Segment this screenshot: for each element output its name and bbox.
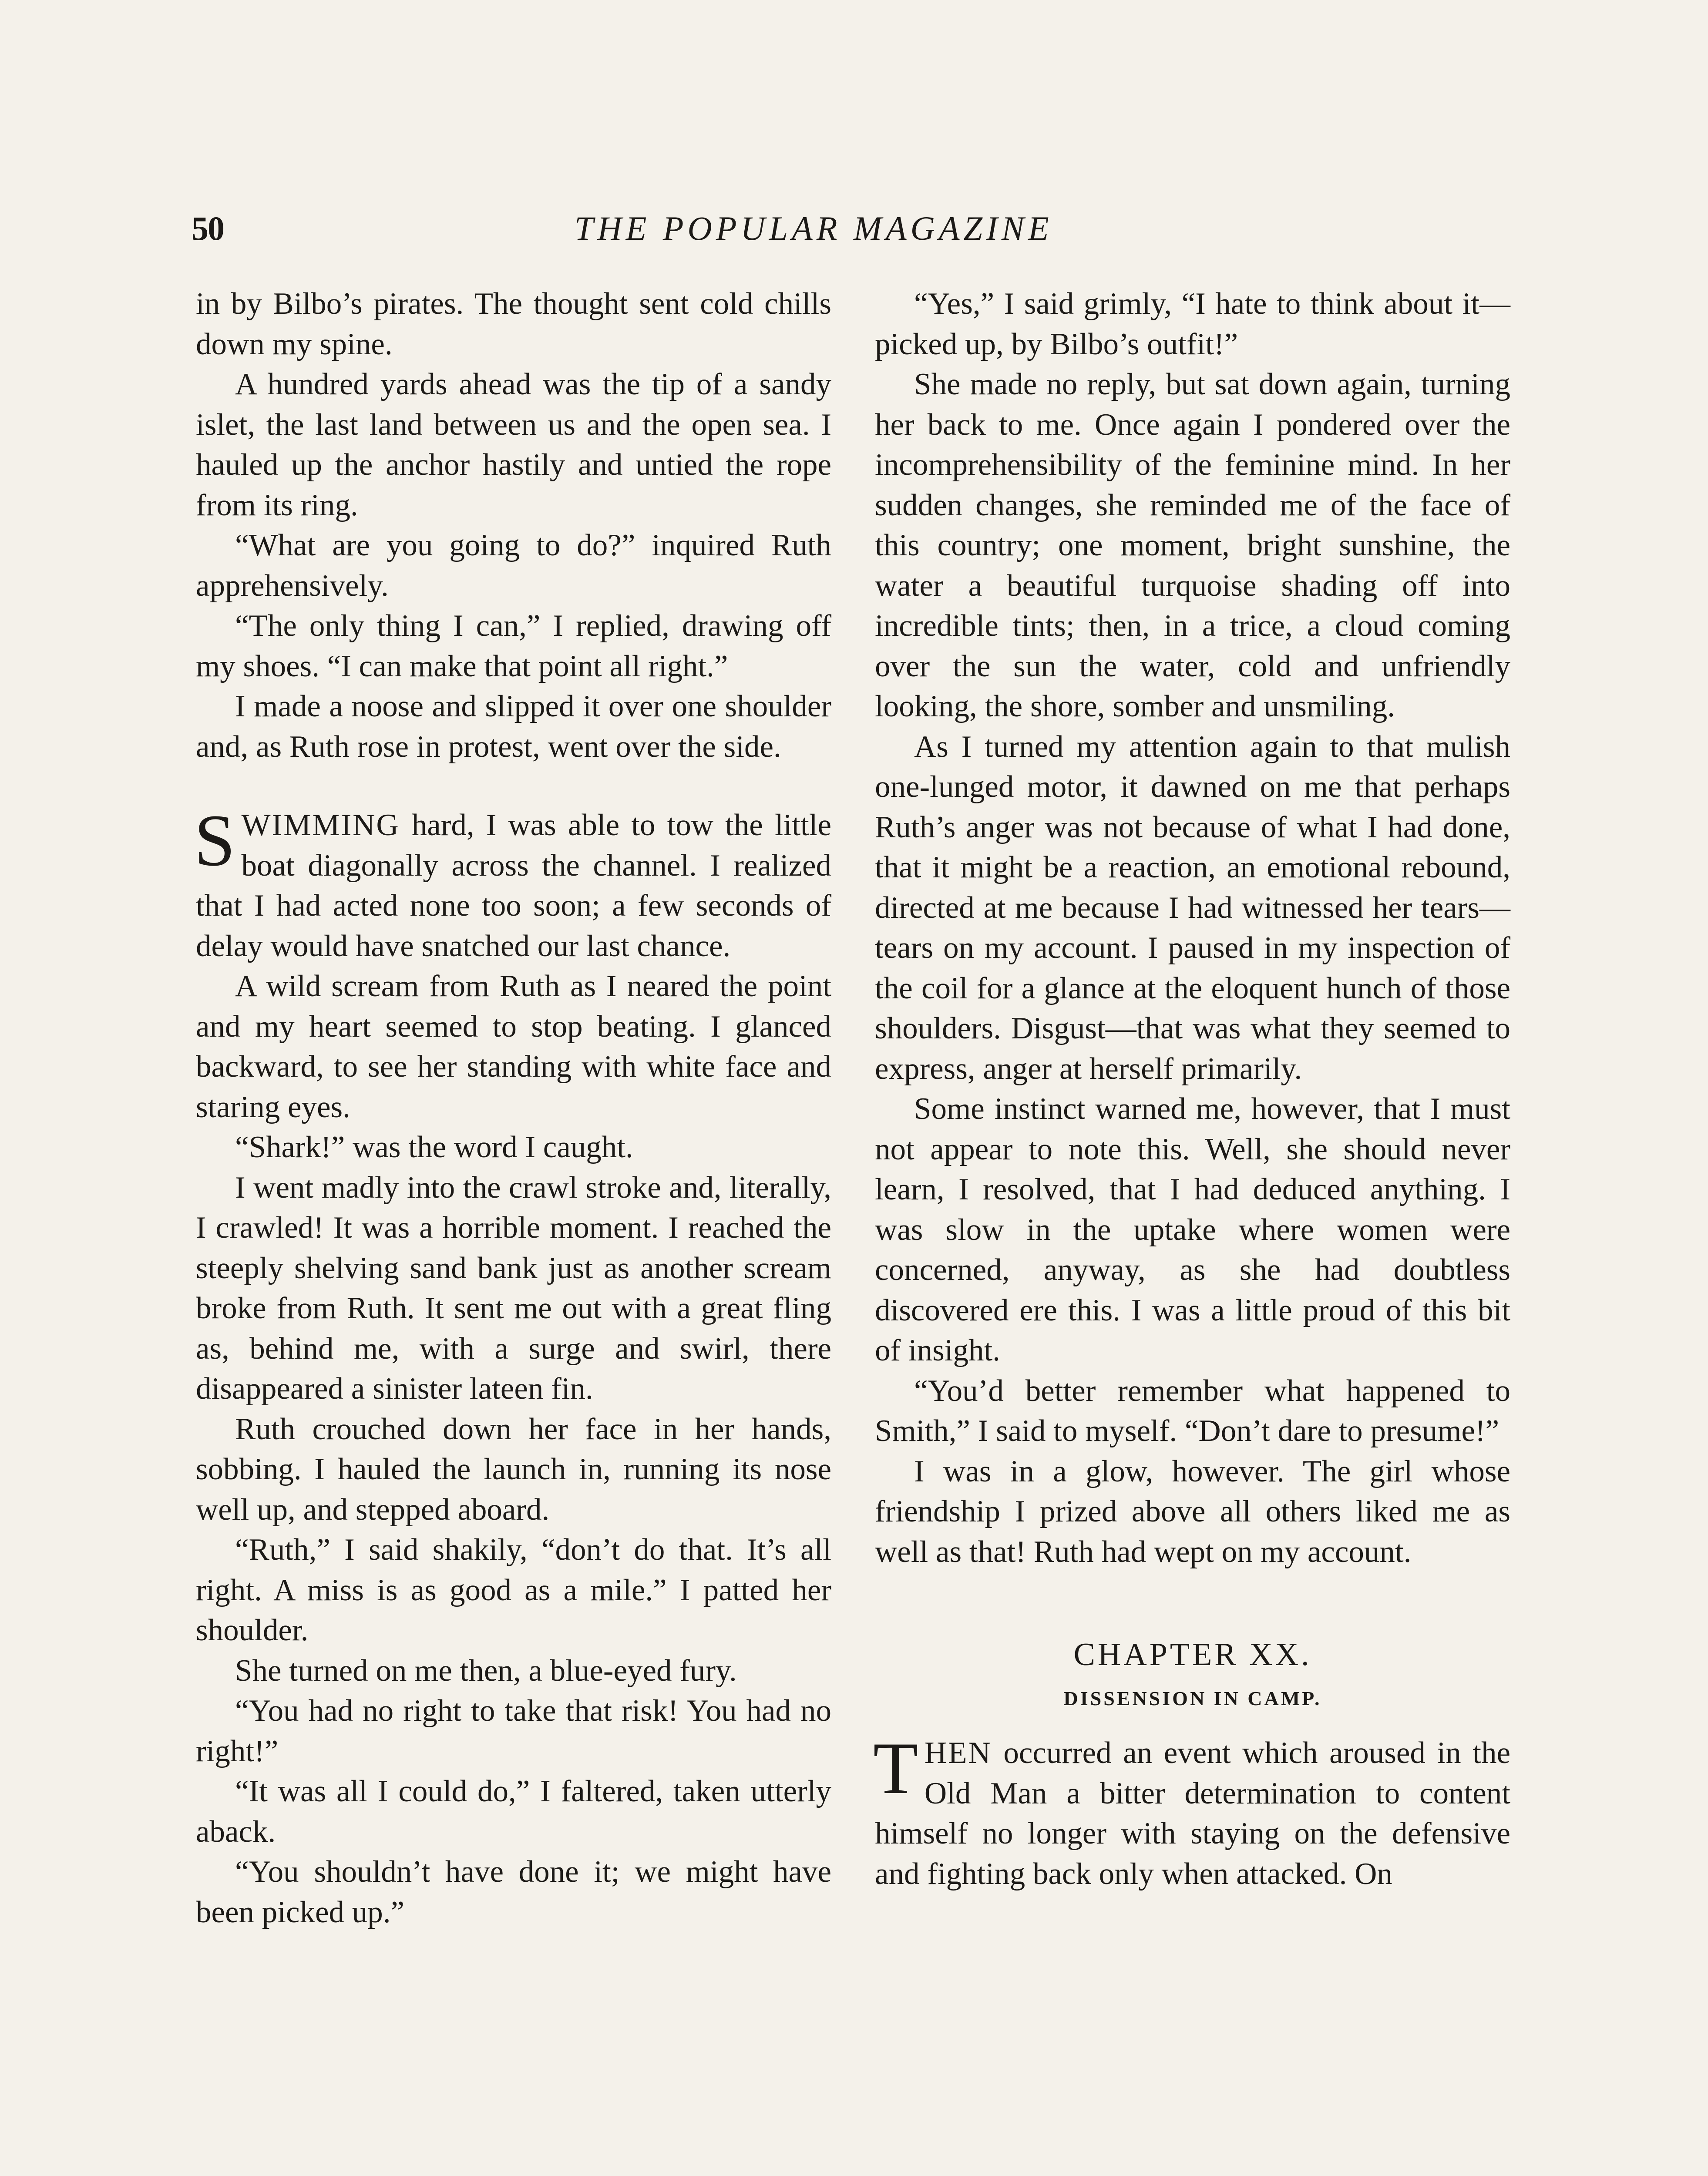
paragraph: Some instinct warned me, however, that I must not appear to note this. Well, she should never learn, I resolved, that I had deduced anything. I was slow in the uptake where women were concerned, anyway, as she had doubtless discovered ere this. I was a little proud of this bit of insight. [875, 1092, 1510, 1367]
paragraph: I went madly into the crawl stroke and, literally, I crawled! It was a horrible moment. I reached the steeply shelving sand bank just as another scream broke from Ruth. It sent me out with a great fling as, behind me, with a surge and swirl, there disappeared a sinister lateen fin. [196, 1170, 831, 1406]
section-opening-paragraph [194, 799, 831, 966]
page-number: 50 [192, 209, 224, 247]
drop-cap: T [873, 1727, 918, 1809]
right-column [875, 284, 1510, 1894]
small-caps-lead: HEN [924, 1736, 992, 1770]
chapter-break [875, 1572, 1510, 1633]
chapter-opening-paragraph [873, 1727, 1510, 1894]
section-break [196, 767, 831, 805]
paragraph: “Shark!” was the word I caught. [235, 1130, 633, 1164]
chapter-number: CHAPTER XX. [1073, 1637, 1312, 1672]
small-caps-lead: WIMMING [241, 808, 400, 842]
paragraph: I made a noose and slipped it over one shoulder and, as Ruth rose in protest, went over the side. [196, 689, 831, 764]
paragraph: “You shouldn’t have done it; we might have been picked up.” [196, 1855, 831, 1929]
left-column [196, 284, 831, 1932]
paragraph: A hundred yards ahead was the tip of a sandy islet, the last land between us and the open sea. I hauled up the anchor hastily and untied the rope from its ring. [196, 367, 831, 522]
paragraph: “Ruth,” I said shakily, “don’t do that. It’s all right. A miss is as good as a mile.” I patted her shoulder. [196, 1533, 831, 1647]
paragraph: “Yes,” I said grimly, “I hate to think about it—picked up, by Bilbo’s outfit!” [875, 287, 1510, 361]
drop-cap: S [194, 799, 235, 881]
paragraph: As I turned my attention again to that mulish one-lunged motor, it dawned on me that perhaps Ruth’s anger was not because of what I had done, that it might be a reaction, an emotional rebound, directed at me because I had witnessed her tears—tears on my account. I paused in my inspection of the coil for a glance at the eloquent hunch of those shoulders. Disgust—that was what they seemed to express, anger at herself primarily. [875, 729, 1510, 1086]
paragraph-text: occurred an event which aroused in the Old Man a bitter determination to content himself no longer with staying on the defensive and fighting back only when attacked. On [875, 1736, 1510, 1891]
page-header [192, 205, 1519, 265]
paragraph: Ruth crouched down her face in her hands, sobbing. I hauled the launch in, running its nose well up, and stepped aboard. [196, 1412, 831, 1527]
paragraph: She made no reply, but sat down again, turning her back to me. Once again I pondered over the incomprehensibility of the feminine mind. In her sudden changes, she reminded me of the face of this country; one moment, bright sunshine, the water a beautiful turquoise shading off into incredible tints; then, in a trice, a cloud coming over the sun the water, cold and unfriendly looking, the shore, somber and unsmiling. [875, 367, 1510, 723]
paragraph: “It was all I could do,” I faltered, taken utterly aback. [196, 1774, 831, 1849]
paragraph: in by Bilbo’s pirates. The thought sent cold chills down my spine. [196, 287, 831, 361]
paragraph: A wild scream from Ruth as I neared the point and my heart seemed to stop beating. I glanced backward, to see her standing with white face and staring eyes. [196, 969, 831, 1124]
paragraph: “You had no right to take that risk! You had no right!” [196, 1694, 831, 1768]
chapter-subtitle: DISSENSION IN CAMP. [1063, 1687, 1322, 1709]
paragraph: “The only thing I can,” I replied, drawing off my shoes. “I can make that point all right.” [196, 609, 831, 683]
paragraph: “You’d better remember what happened to Smith,” I said to myself. “Don’t dare to presume!” [875, 1373, 1510, 1448]
paragraph: I was in a glow, however. The girl whose friendship I prized above all others liked me as well as that! Ruth had wept on my account. [875, 1454, 1510, 1569]
running-title: THE POPULAR MAGAZINE [575, 209, 1053, 247]
paragraph: She turned on me then, a blue-eyed fury. [235, 1653, 737, 1688]
paragraph: “What are you going to do?” inquired Ruth apprehensively. [196, 528, 831, 603]
paragraph-text: hard, I was able to tow the little boat diagonally across the channel. I realized that I had acted none too soon; a few seconds of delay would have snatched our last chance. [196, 808, 831, 963]
